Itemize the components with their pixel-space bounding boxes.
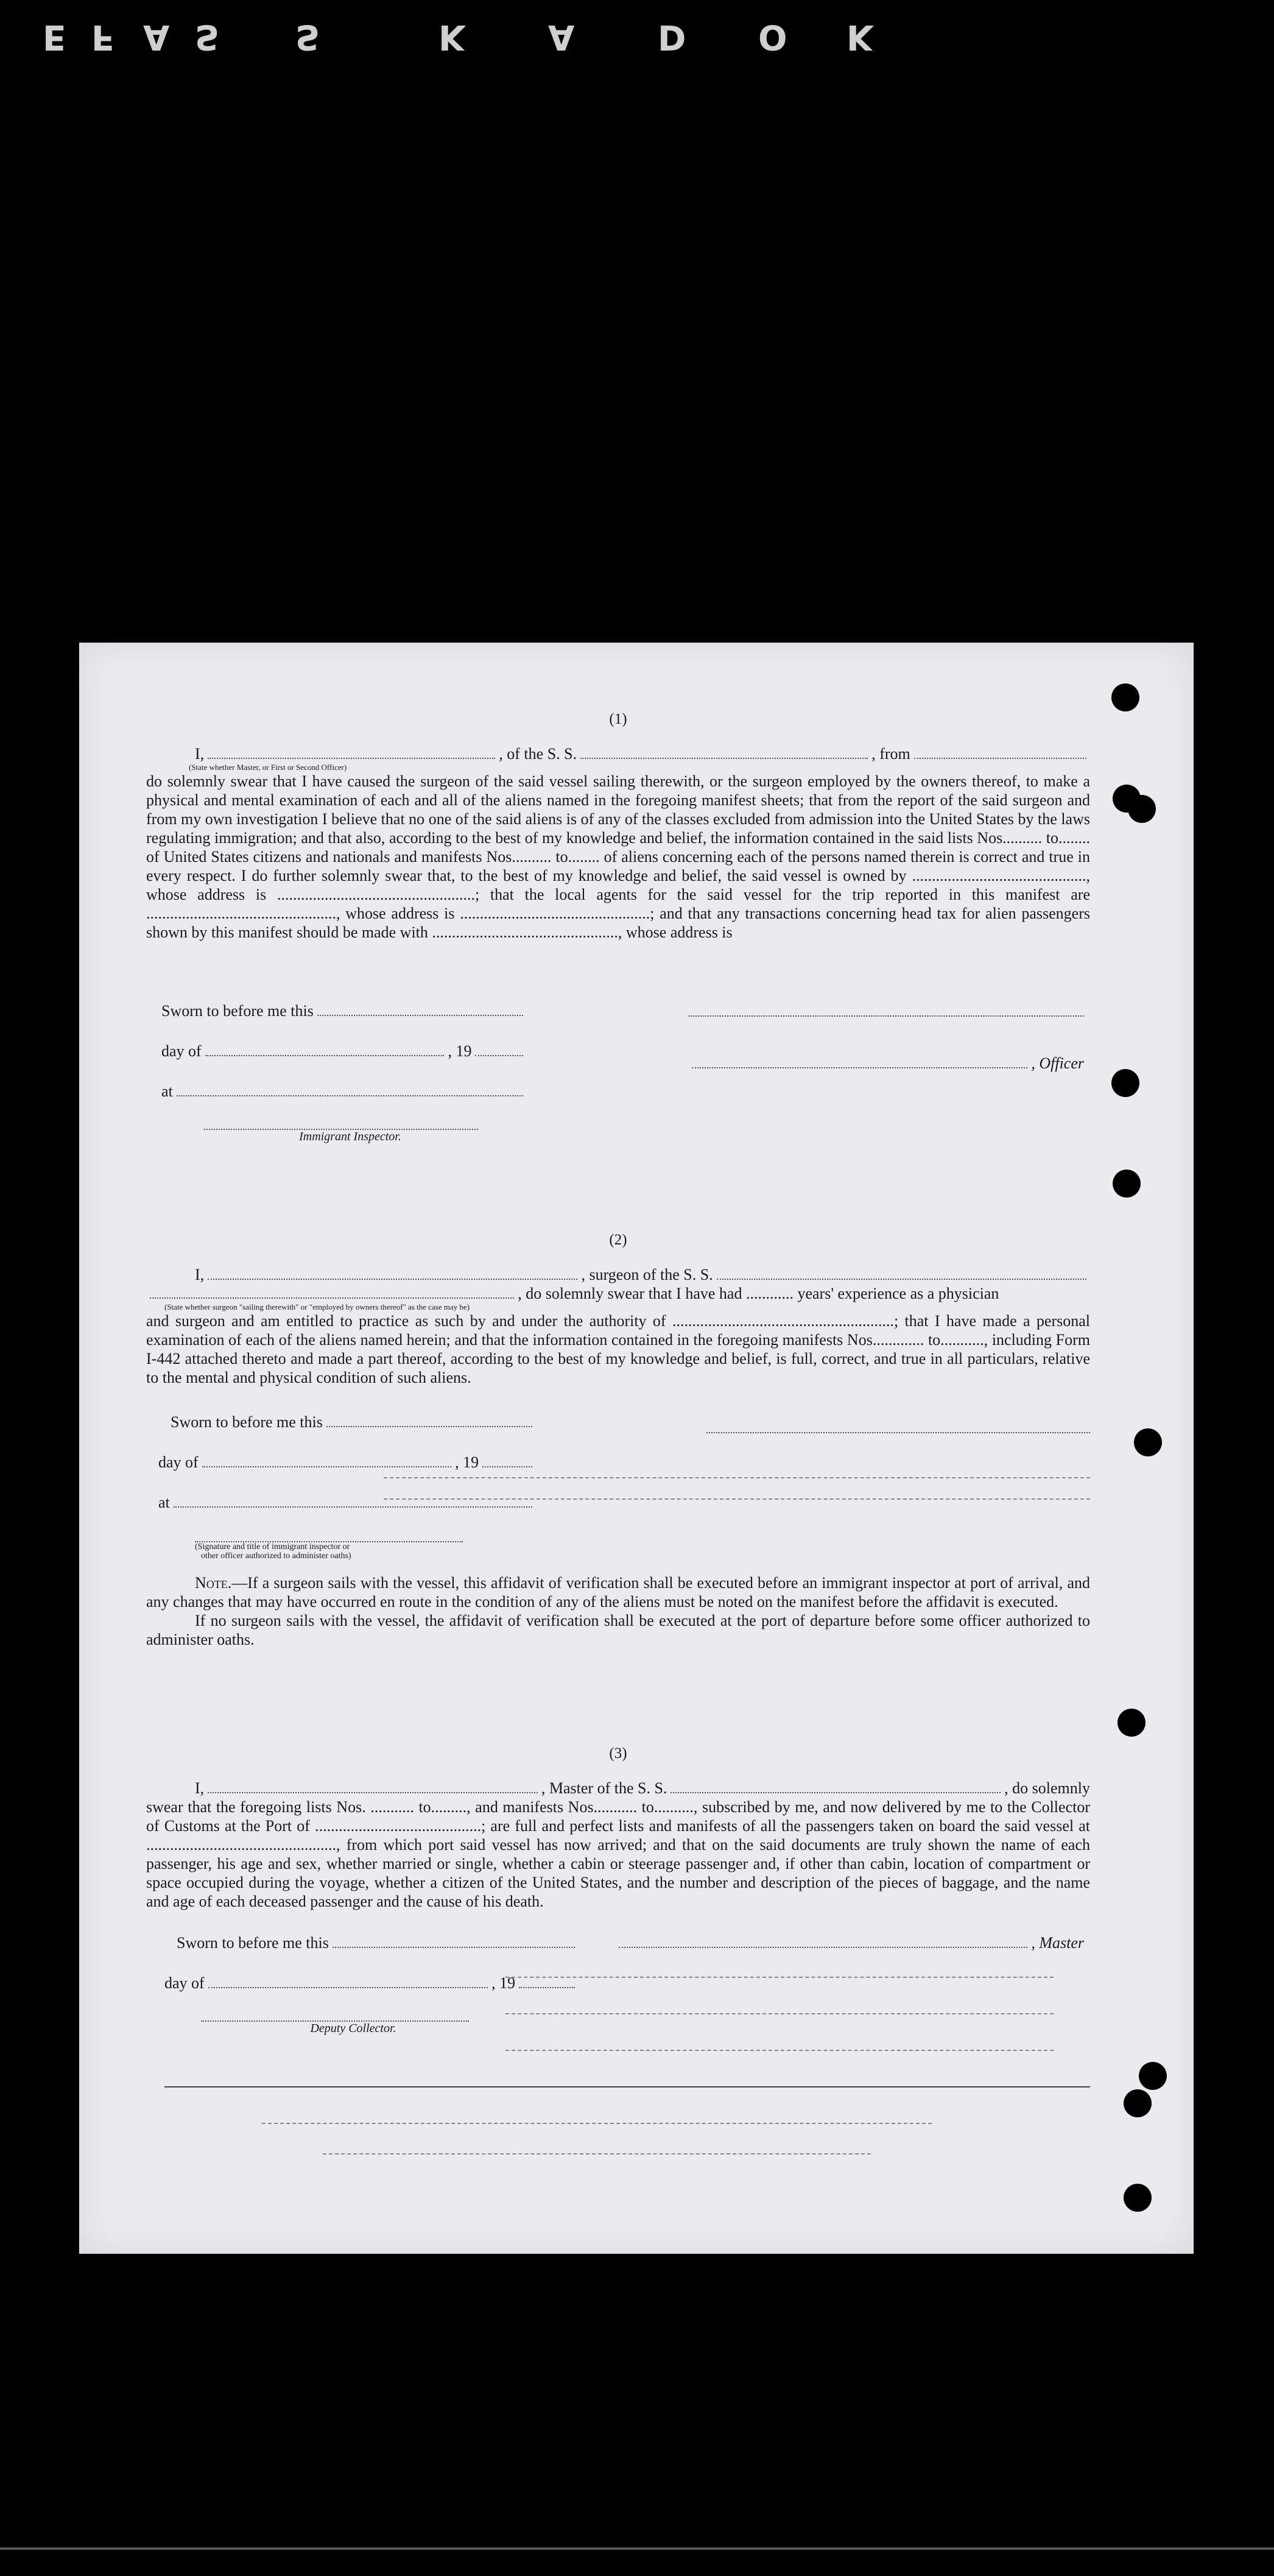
faint-dashed-line xyxy=(505,2013,1054,2014)
master-first-line: I, , Master of the S. S. , do solemnly xyxy=(195,1779,1090,1797)
faint-dashed-line xyxy=(505,2050,1054,2051)
sworn-block-3: Sworn to before me this day of , 19 Deputy Collector. xyxy=(164,1934,579,2036)
officer-block: , Officer xyxy=(688,1002,1084,1095)
bottom-rule xyxy=(164,2086,1090,2087)
name-field[interactable] xyxy=(208,757,495,759)
section-number: (2) xyxy=(609,1232,627,1248)
sworn-block-1: Sworn to before me this day of , 19 at Immigrant Inspector. xyxy=(161,1002,527,1144)
inspector-signature-line[interactable] xyxy=(195,1534,463,1542)
faint-dashed-line xyxy=(323,2153,871,2154)
faint-dashed-line xyxy=(384,1477,1090,1478)
note-paragraph: Note.—If a surgeon sails with the vessel, this affidavit of verification shall be executed before an immigrant inspector at port of arrival, and any changes that may have occurred en route in the condition of any of the aliens must be noted on the manifest before the affidavit is executed. xyxy=(146,1574,1090,1611)
film-edge-letter: F xyxy=(91,17,118,57)
surgeon-vessel-field[interactable] xyxy=(717,1278,1086,1280)
film-edge-letter: A xyxy=(143,17,172,57)
manifest-page xyxy=(79,643,1194,2254)
master-name-field[interactable] xyxy=(208,1791,538,1793)
section-number: (1) xyxy=(609,711,627,727)
month-field[interactable] xyxy=(208,1986,488,1988)
field-caption: (State whether Master, or First or Second Officer) xyxy=(189,763,347,772)
surgeon-status-field[interactable] xyxy=(150,1297,514,1299)
sworn-day-field[interactable] xyxy=(326,1425,532,1427)
film-edge-letter: E xyxy=(43,17,69,57)
oath-first-line: I, , of the S. S. , from xyxy=(146,744,1090,763)
inspector-signature-line[interactable] xyxy=(204,1123,478,1130)
sworn-block-2: Sworn to before me this day of , 19 at (Signature and title of immigrant inspector or other officer authorized to administer oaths) xyxy=(158,1413,536,1561)
vessel-field[interactable] xyxy=(580,757,868,759)
faint-dashed-line xyxy=(262,2123,932,2124)
film-edge-letter: O xyxy=(758,17,790,57)
film-edge-letter: S xyxy=(195,17,222,57)
film-edge-letter: K xyxy=(846,17,876,57)
affidavit-section-2 xyxy=(146,1230,1090,1387)
field-caption: (State whether surgeon "sailing therewith" or "employed by owners thereof" as the case may be) xyxy=(164,1302,470,1311)
punch-hole xyxy=(1128,795,1156,823)
surgeon-name-field[interactable] xyxy=(208,1278,577,1280)
place-field[interactable] xyxy=(177,1095,523,1096)
film-bottom-edge xyxy=(0,2547,1274,2550)
surgeon-first-line: I, , surgeon of the S. S. xyxy=(146,1265,1090,1284)
punch-hole xyxy=(1124,2089,1152,2117)
punch-hole xyxy=(1117,1709,1146,1737)
deputy-signature-line[interactable] xyxy=(201,2014,469,2022)
master-signature-line[interactable] xyxy=(619,1946,1027,1948)
officer-name-line[interactable] xyxy=(688,1002,1084,1017)
month-field[interactable] xyxy=(202,1466,451,1467)
master-paragraph: swear that the foregoing lists Nos. ........... to........., and manifests Nos........... to.........., subscribed by me, and now delivered by me to the Collector of Customs at the Port of ..........................................; are full and perfect lists and manifests of all the passengers taken on board the said vessel at ................................................, from which port said vessel has now arrived; and that on the said documents are truly shown the name of each passenger, his age and sex, whether married or single, whether a cabin or steerage passenger and, if other than cabin, location of compartment or space occupied during the voyage, whether a citizen of the United States, and the number and description of the pieces of baggage, and the name and age of each deceased passenger and the cause of his death. xyxy=(146,1798,1090,1910)
officer-signature-line[interactable] xyxy=(692,1067,1027,1068)
year-field[interactable] xyxy=(519,1986,575,1988)
film-edge-marking xyxy=(0,0,1274,73)
section-number: (3) xyxy=(609,1745,627,1762)
film-edge-letter: A xyxy=(548,17,577,57)
punch-hole xyxy=(1139,2062,1167,2090)
year-field[interactable] xyxy=(482,1466,532,1467)
punch-hole xyxy=(1113,1170,1141,1198)
affidavit-section-3 xyxy=(146,1744,1090,1911)
punch-hole xyxy=(1124,2184,1152,2212)
master-vessel-field[interactable] xyxy=(670,1791,1001,1793)
surgeon-signature-line[interactable] xyxy=(706,1432,1090,1433)
film-edge-letter: K xyxy=(438,17,468,57)
punch-hole xyxy=(1134,1428,1162,1456)
note-second-paragraph: If no surgeon sails with the vessel, the affidavit of verification shall be executed at the port of departure before some officer authorized to administer oaths. xyxy=(146,1612,1090,1648)
film-edge-letter: D xyxy=(658,17,689,57)
master-signature-block: , Master xyxy=(615,1934,1084,1974)
year-field[interactable] xyxy=(475,1054,523,1056)
faint-dashed-line xyxy=(505,1977,1054,1978)
origin-field[interactable] xyxy=(914,757,1086,759)
signature-caption: (Signature and title of immigrant inspector or other officer authorized to administer oaths) xyxy=(195,1542,351,1561)
film-edge-letter: S xyxy=(295,17,323,57)
sworn-day-field[interactable] xyxy=(317,1014,523,1016)
punch-hole xyxy=(1111,1069,1139,1097)
deputy-caption: Deputy Collector. xyxy=(310,2022,396,2035)
surgeon-second-line: , do solemnly swear that I have had ............ years' experience as a physician xyxy=(146,1284,1090,1303)
place-field[interactable] xyxy=(174,1506,532,1508)
sworn-day-field[interactable] xyxy=(333,1946,575,1948)
inspector-caption: Immigrant Inspector. xyxy=(299,1130,401,1143)
faint-dashed-line xyxy=(384,1498,1090,1500)
oath-paragraph: do solemnly swear that I have caused the surgeon of the said vessel sailing therewith, or the surgeon employed by the owners thereof, to make a physical and mental examination of each and all of the aliens named in the foregoing manifest sheets; that from the report of the said surgeon and from my own investigation I believe that no one of the said aliens is of any of the classes excluded from admission into the United States by the laws regulating immigration; and that also, according to the best of my knowledge and belief, the information contained in the said lists Nos.......... to........ of United States citizens and nationals and manifests Nos.......... to........ of aliens concerning each of the persons named therein is correct and true in every respect. I do further solemnly swear that, to the best of my knowledge and belief, the said vessel is owned by ............................................, whose address is ..................................................; that the local agents for the said vessel for the trip reported in this manifest are ................................................, whose address is ................................................; and that any transactions concerning head tax for alien passengers shown by this manifest should be made with ..............................................., whose address is xyxy=(146,772,1090,941)
punch-hole xyxy=(1111,683,1139,711)
affidavit-section-1 xyxy=(146,710,1090,942)
surgeon-paragraph: and surgeon and am entitled to practice as such by and under the authority of ........................................................; that I have made a personal examination of each of the aliens named herein; and that the information contained in the foregoing manifests Nos............. to..........., including Form I-442 attached thereto and made a part thereof, according to the best of my knowledge and belief, is full, correct, and true in all particulars, relative to the mental and physical condition of such aliens. xyxy=(146,1312,1090,1386)
month-field[interactable] xyxy=(205,1054,445,1056)
note-block xyxy=(146,1573,1090,1649)
